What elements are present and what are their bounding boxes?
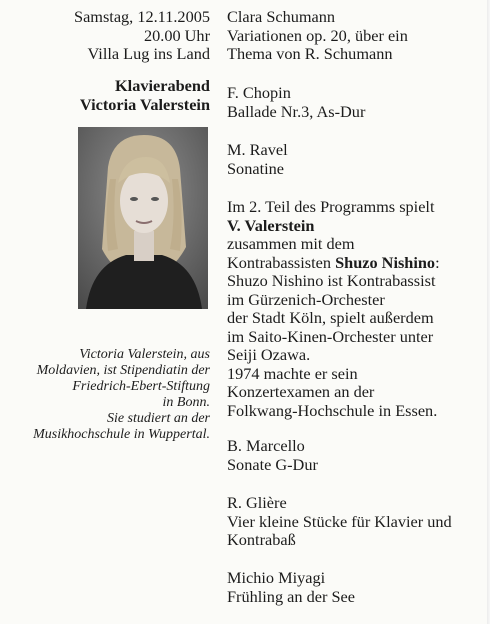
performer-photo	[78, 127, 208, 309]
part2-colon: :	[435, 252, 440, 272]
composer-name: Michio Miyagi	[227, 568, 326, 587]
composer-name: F. Chopin	[227, 83, 291, 102]
part2-text: Konzertexamen an der	[227, 382, 375, 401]
work-title: Thema von R. Schumann	[227, 44, 393, 63]
part2-text: im Saito-Kinen-Orchester unter	[227, 326, 434, 346]
concert-title	[80, 77, 210, 114]
program-marcello	[227, 437, 489, 474]
part2-text: Shuzo Nishino ist Kontrabassist	[227, 271, 436, 290]
photo-caption	[0, 347, 210, 443]
caption-line: Victoria Valerstein, aus	[79, 347, 210, 362]
composer-name: R. Glière	[227, 493, 287, 512]
program-ravel	[227, 141, 489, 178]
work-title: Ballade Nr.3, As-Dur	[227, 101, 366, 121]
work-title: Sonatine	[227, 158, 284, 178]
event-venue: Villa Lug ins Land	[87, 44, 210, 63]
part2-intro: Im 2. Teil des Programms spielt	[227, 197, 435, 216]
work-title: Variationen op. 20, über ein	[227, 25, 408, 45]
event-time: 20.00 Uhr	[143, 25, 210, 45]
part2-text	[227, 254, 489, 273]
performer-name: Victoria Valerstein	[79, 94, 210, 114]
part2-text: Folkwang-Hochschule in Essen.	[227, 400, 438, 420]
part2-text-pre: Kontrabassisten	[227, 252, 336, 272]
event-info	[74, 8, 210, 64]
work-title: Vier kleine Stücke für Klavier und	[227, 511, 452, 531]
program-gliere	[227, 494, 489, 550]
composer-name: M. Ravel	[227, 140, 288, 159]
concert-title-line1: Klavierabend	[115, 76, 210, 95]
work-title: Frühling an der See	[227, 586, 355, 606]
part2-text: Seiji Ozawa.	[227, 345, 311, 364]
program-part2	[227, 198, 489, 420]
caption-line: Musikhochschule in Wuppertal.	[33, 427, 210, 442]
part2-text: der Stadt Köln, spielt außerdem	[227, 308, 434, 327]
part2-text: im Gürzenich-Orchester	[227, 289, 385, 309]
part2-text: zusammen mit dem	[227, 234, 355, 253]
event-date: Samstag, 12.11.2005	[74, 7, 210, 26]
part2-text: 1974 machte er sein	[227, 363, 358, 383]
program-chopin	[227, 84, 489, 121]
work-title: Sonate G-Dur	[227, 454, 318, 474]
caption-line: Moldavien, ist Stipendiatin der	[36, 363, 210, 378]
performer-bold: V. Valerstein	[227, 215, 315, 235]
caption-line: in Bonn.	[162, 395, 210, 410]
caption-line: Friedrich-Ebert-Stiftung	[72, 379, 210, 394]
composer-name: Clara Schumann	[227, 7, 336, 26]
caption-line: Sie studiert an der	[106, 411, 210, 426]
work-title: Kontrabaß	[227, 530, 296, 549]
portrait-image	[78, 127, 208, 309]
composer-name: B. Marcello	[227, 436, 305, 455]
program-schumann	[227, 8, 489, 64]
bassist-name: Shuzo Nishino	[335, 252, 436, 272]
program-miyagi	[227, 569, 489, 606]
